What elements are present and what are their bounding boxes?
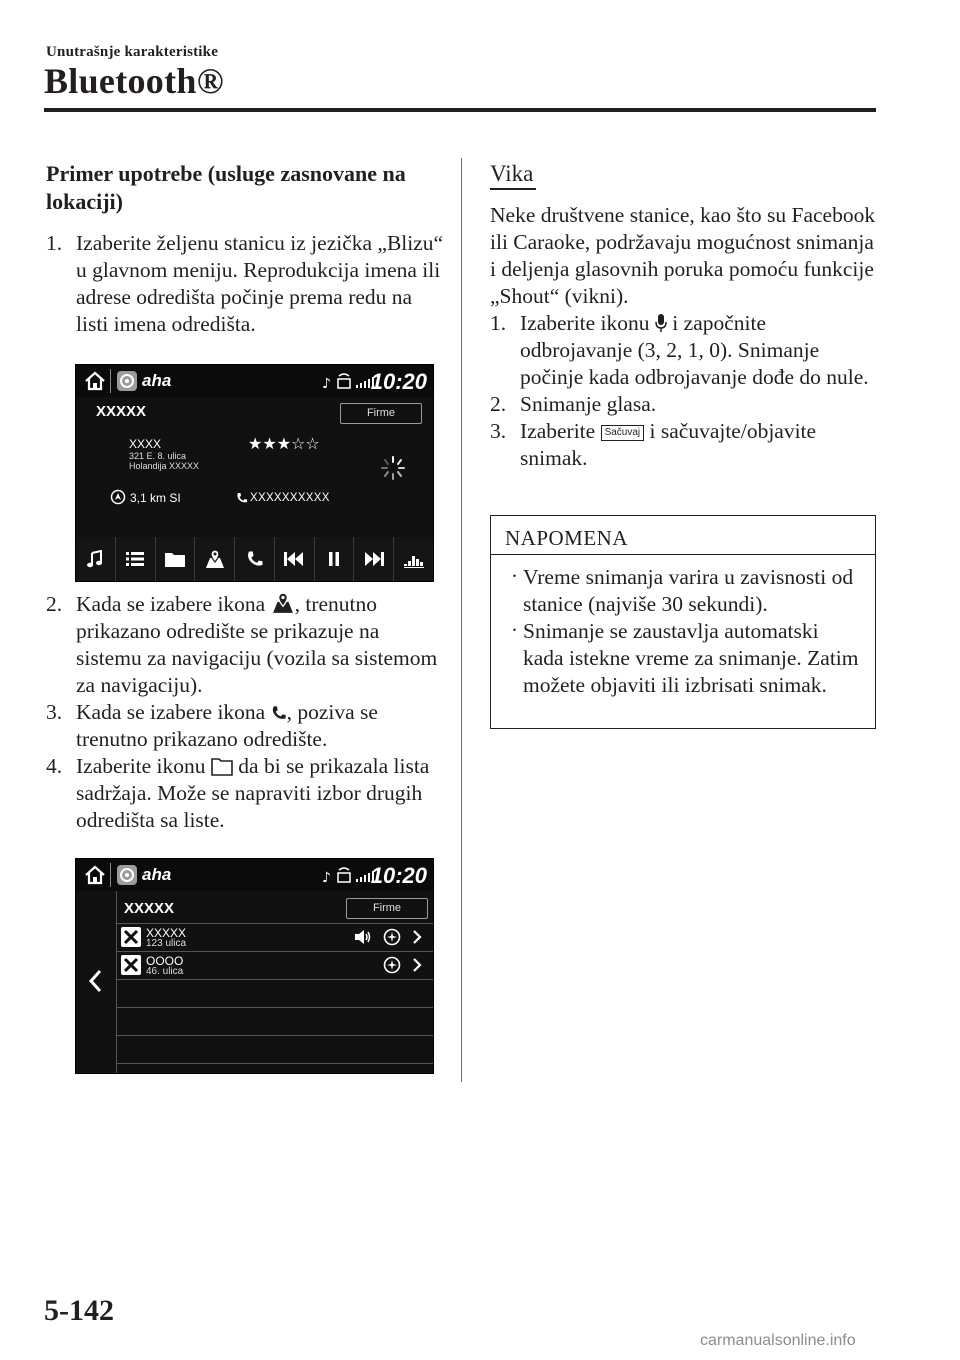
screenshot-now-playing [75,364,434,582]
home-icon[interactable] [84,864,106,886]
step-text-post: , trenutno prikazano odredište se prikazuje na sistemu za navigaciju (vozila sa sistemom za navigaciju). [76,592,438,697]
music-button[interactable] [76,537,116,581]
loading-spinner-icon [380,455,406,481]
map-button[interactable] [195,537,235,581]
phone-small-icon [236,492,248,504]
station-name: XXXXX [124,900,175,917]
chevron-left-icon [88,969,102,993]
rating-stars[interactable] [248,435,336,453]
step-text-pre: Izaberite ikonu [76,754,211,778]
step-text-post: i započnite odbrojavanje (3, 2, 1, 0). Snimanje počinje kada odbrojavanje dođe do nule. [520,311,869,389]
page-number: 5-142 [44,1294,114,1327]
app-name: aha [142,865,172,884]
firme-button[interactable]: Firme [340,403,422,424]
phone-icon [246,550,264,568]
previous-button[interactable] [275,537,315,581]
compass-icon [110,489,126,505]
step-text-post: , poziva se trenutno prikazano odredište. [76,700,378,751]
note-item: Vreme snimanja varira u zavisnosti od stanice (najviše 30 sekundi). [523,565,854,616]
left-step-3 [46,699,446,753]
address-line-1: 321 E. 8. ulica [129,451,187,461]
right-subheading [490,160,533,188]
step-text-pre: Izaberite [520,419,601,443]
status-bar [76,365,433,397]
list-item[interactable] [116,952,433,979]
place-icon [121,955,141,975]
row-divider [116,1063,433,1064]
row-divider [116,1035,433,1036]
map-pin-icon [205,549,225,569]
right-step-2 [490,391,876,418]
note-item: Snimanje se zaustavlja automatski kada istekne vreme za snimanje. Zatim možete objaviti ili izbrisati snimak. [523,619,859,697]
distance: 3,1 km SI [130,491,181,505]
right-step-1 [490,310,876,391]
place-name: XXXX [129,437,162,451]
row-divider [116,979,433,980]
step-number: 1. [490,311,507,335]
left-steps-b [46,591,446,834]
pause-icon [328,552,340,566]
page-title: Bluetooth® [44,61,224,101]
step-text-post: i sačuvajte/objavite snimak. [520,419,817,470]
next-button[interactable] [354,537,394,581]
left-step-4 [46,753,446,834]
step-number: 3. [46,700,63,724]
music-icon [86,550,104,568]
save-button-icon: Sačuvaj [601,425,645,441]
svg-text:★★★☆☆: ★★★☆☆ [248,435,320,453]
list-icon [126,551,144,567]
equalizer-button[interactable] [394,537,433,581]
svg-text:♪: ♪ [322,870,331,885]
section-label: Unutrašnje karakteristike [46,44,219,60]
item-name: OOOO [146,954,184,968]
media-toolbar [76,537,433,581]
heading-rule [44,108,876,112]
next-icon [364,552,384,566]
svg-text:♪: ♪ [322,376,331,391]
status-divider [110,369,111,393]
pause-button[interactable] [315,537,355,581]
phone-number[interactable]: XXXXXXXXXX [250,492,330,504]
map-pin-icon [271,592,295,614]
bullet-marker: · [511,564,518,588]
step-text-pre: Kada se izabere ikona [76,592,271,616]
list-item[interactable] [116,924,433,951]
step-number: 2. [46,592,63,616]
status-bar [76,859,433,891]
screenshot-destination-list [75,858,434,1074]
status-icons [322,373,376,391]
status-divider [110,863,111,887]
equalizer-icon [404,550,424,568]
bullet-marker: · [511,618,518,642]
column-divider [461,158,462,1082]
chevron-right-icon [412,957,422,973]
now-playing-panel [76,397,433,537]
left-step-2 [46,591,446,699]
row-divider [116,1007,433,1008]
note-box [490,515,876,729]
back-button[interactable] [76,891,117,1073]
step-number: 1. [46,231,63,255]
compass-icon [382,955,402,975]
left-step-1 [46,230,446,338]
step-text-pre: Kada se izabere ikona [76,700,271,724]
step-number: 2. [490,392,507,416]
destination-list-panel [76,891,433,1073]
home-icon[interactable] [84,370,106,392]
step-text-pre: Izaberite ikonu [520,311,655,335]
item-address: 46. ulica [146,966,184,977]
aha-logo-icon [116,864,138,886]
aha-logo-icon [116,370,138,392]
right-subheading-text: Vika [490,161,534,186]
right-intro: Neke društvene stanice, kao što su Facebook ili Caraoke, podržavaju mogućnost snimanja i deljenja glasovnih poruka pomoću funkcije „Shout“ (vikni). [490,203,876,308]
clock: 10:20 [370,369,427,394]
item-address: 123 ulica [146,938,187,949]
step-text: Izaberite željenu stanicu iz jezička „Blizu“ u glavnom meniju. Reprodukcija imena ili adrese odredišta počinje prema redu na listi imena odredišta. [76,231,444,336]
firme-button[interactable]: Firme [346,898,428,919]
station-name: XXXXX [96,403,147,420]
call-button[interactable] [235,537,275,581]
subheading-underline [490,188,536,190]
microphone-icon [655,313,667,333]
folder-icon [165,551,185,567]
right-steps [490,310,876,472]
compass-icon [382,927,402,947]
note-title: NAPOMENA [505,526,629,550]
step-text-post: da bi se prikazala lista sadržaja. Može se napraviti izbor drugih odredišta sa liste. [76,754,430,832]
folder-button[interactable] [156,537,196,581]
step-number: 3. [490,419,507,443]
left-steps-a [46,230,446,338]
list-button[interactable] [116,537,156,581]
previous-icon [284,552,304,566]
note-rule [491,554,875,555]
speaker-icon [354,929,372,945]
watermark: carmanualsonline.info [700,1332,856,1349]
address-line-2: Holandija XXXXX [129,461,200,471]
right-step-3 [490,418,876,472]
status-icons [322,867,376,885]
place-icon [121,927,141,947]
clock: 10:20 [370,863,427,888]
step-text: Snimanje glasa. [520,392,657,416]
chevron-right-icon [412,929,422,945]
left-subheading: Primer upotrebe (usluge zasnovane na lokaciji) [46,161,406,214]
step-number: 4. [46,754,63,778]
phone-icon [271,704,287,722]
folder-icon [211,756,233,776]
item-name: XXXXX [146,926,187,940]
app-name: aha [142,371,172,390]
